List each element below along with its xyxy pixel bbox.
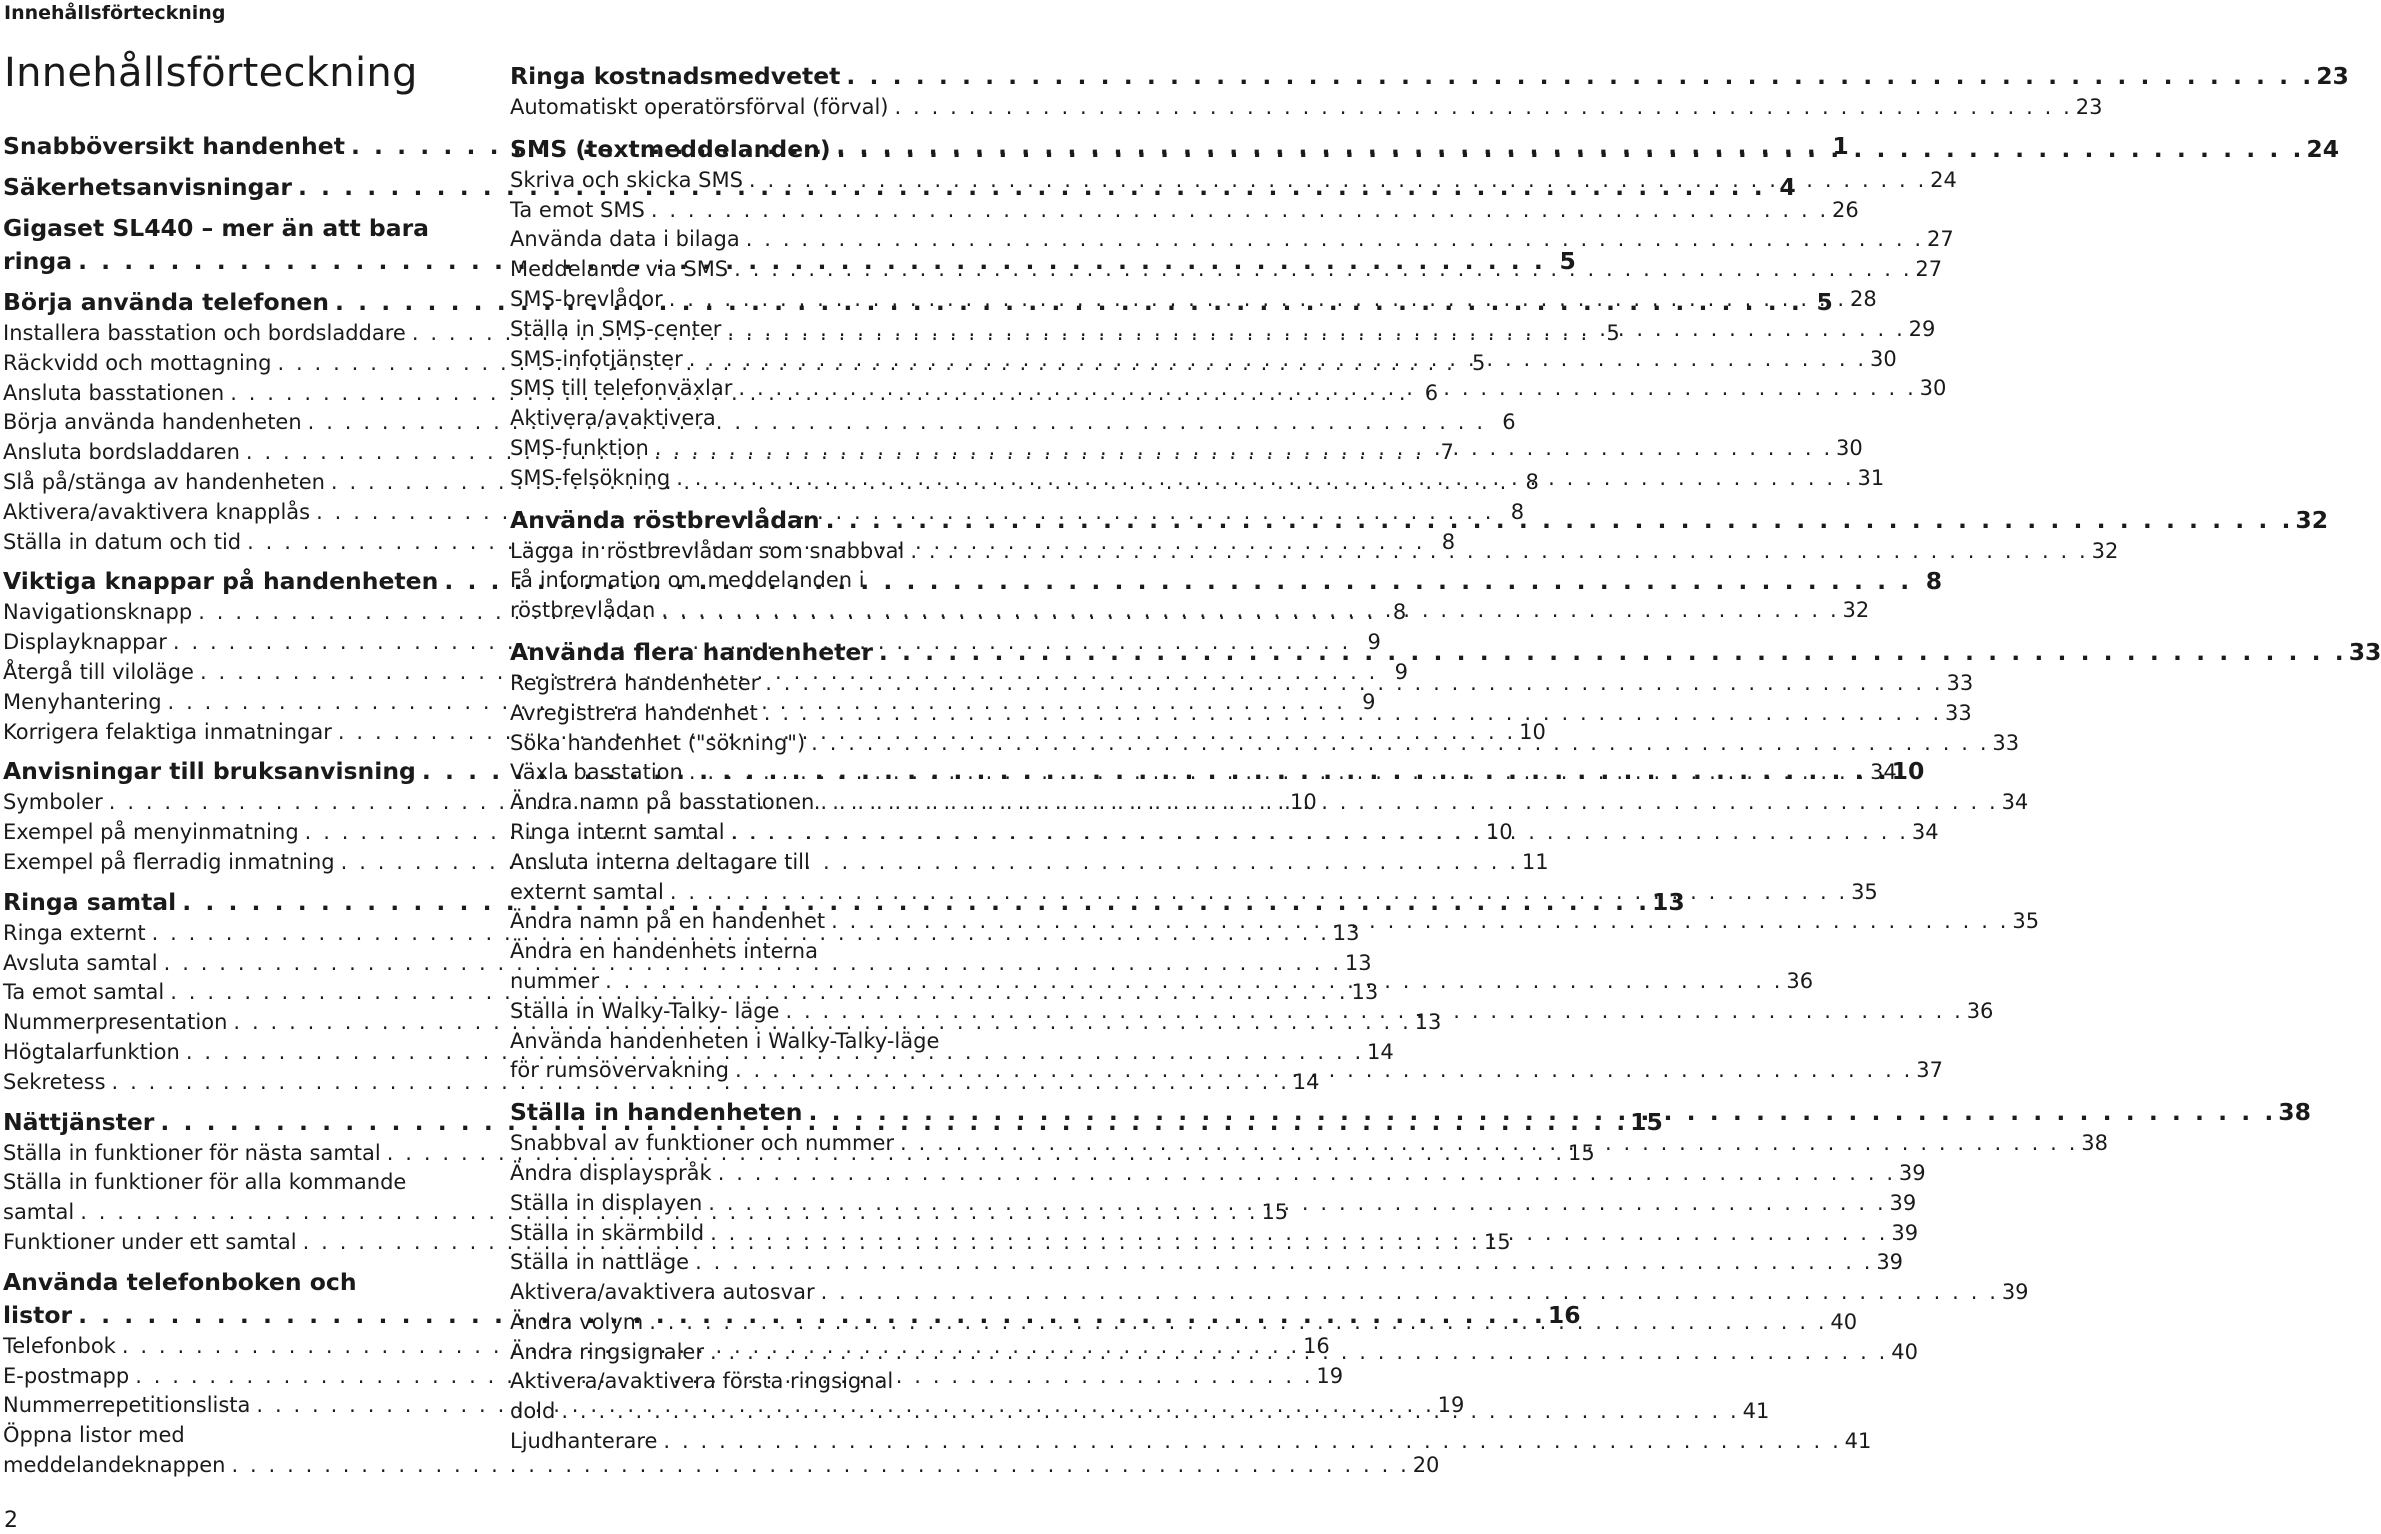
toc-entry-title: röstbrevlådan: [510, 598, 656, 623]
toc-entry-title: Skriva och skicka SMS: [510, 167, 743, 192]
toc-entry-title: Lägga in röstbrevlådan som snabbval: [510, 538, 905, 563]
toc-entry-title: Öppna listor med: [3, 1423, 185, 1448]
toc-page-number: 10: [1519, 719, 1546, 744]
toc-entry-title: Ringa internt samtal: [510, 819, 725, 844]
toc-page-number: 16: [1303, 1333, 1330, 1358]
toc-entry-title: Ändra en handenhets interna: [510, 939, 818, 964]
toc-page-number: 5: [1559, 247, 1576, 275]
toc-entry-line: [510, 504, 2329, 537]
toc-section-stalla-in-sms-center[interactable]: [510, 315, 1936, 345]
toc-entry-title: Funktioner under ett samtal: [3, 1229, 297, 1254]
toc-entry-title: Viktiga knappar på handenheten: [3, 567, 439, 596]
toc-page-number: 30: [1836, 435, 1863, 460]
toc-entry-line: [510, 166, 1957, 196]
dot-leader: [815, 1278, 2001, 1308]
dot-leader: [655, 596, 1841, 626]
toc-page-number: 7: [1440, 440, 1454, 465]
toc-entry-title: Ringa externt: [3, 920, 146, 945]
toc-entry-title: Ställa in nattläge: [510, 1250, 690, 1275]
toc-entry-title: Återgå till viloläge: [3, 659, 194, 684]
toc-entry-title: Använda handenheten i Walky-Talky-läge: [510, 1028, 940, 1053]
toc-entry-title: Telefonbok: [3, 1333, 116, 1358]
toc-section-skriva-och-skicka-sms[interactable]: [510, 166, 1957, 196]
toc-page-number: 8: [1525, 469, 1539, 494]
toc-page-number: 6: [1502, 410, 1516, 435]
dot-leader: [840, 60, 2316, 93]
dot-leader: [725, 818, 1911, 848]
toc-page-number: 9: [1394, 659, 1408, 684]
toc-entry-line: [510, 1159, 1926, 1189]
toc-page-number: 13: [1332, 920, 1360, 945]
toc-entry-title: SMS-brevlådor: [510, 286, 663, 311]
toc-section-sms-brevlador[interactable]: [510, 285, 1877, 315]
toc-entry-title: SMS-felsökning: [510, 465, 671, 490]
toc-chapter-anvanda-flera-handenheter[interactable]: [510, 636, 2381, 669]
toc-entry-title: Högtalarfunktion: [3, 1039, 180, 1064]
toc-entry-title: Använda data i bilaga: [510, 227, 740, 252]
toc-entry-title: Ändra ringsignaler: [510, 1339, 704, 1364]
toc-entry-title: Ställa in skärmbild: [510, 1220, 705, 1245]
toc-page-number: 15: [1567, 1140, 1595, 1165]
toc-entry-title: samtal: [3, 1200, 75, 1225]
dot-leader: [657, 1427, 1843, 1457]
toc-entry-line: [510, 434, 1863, 464]
toc-section-sms-infotjanster[interactable]: [510, 345, 1897, 375]
toc-page-number: 34: [1911, 819, 1939, 844]
toc-page-number: 9: [1362, 689, 1376, 714]
toc-entry-title: Avregistrera handenhet: [510, 700, 758, 725]
dot-leader: [599, 967, 1785, 997]
toc-page-number: 20: [1412, 1452, 1440, 1477]
toc-page-number: 16: [1547, 1300, 1581, 1329]
toc-entry-title: SMS-infotjänster: [510, 346, 683, 371]
toc-entry-line: [510, 60, 2349, 93]
toc-entry-title: Sekretess: [3, 1069, 106, 1094]
toc-page-number: 39: [1891, 1220, 1919, 1245]
toc-section-sms-felsokning[interactable]: [510, 464, 1885, 494]
toc-section-ljudhanterare[interactable]: [510, 1427, 1872, 1457]
toc-entry-line: [510, 596, 1870, 626]
toc-entry-line: [510, 255, 1943, 285]
toc-entry-line: [510, 1367, 957, 1397]
dot-leader: [825, 907, 2011, 937]
toc-entry-title: Anvisningar till bruksanvisning: [3, 757, 416, 786]
toc-entry-title: Exempel på menyinmatning: [3, 820, 299, 845]
toc-page-number: 13: [1652, 887, 1685, 916]
toc-entry-title: Registrera handenheter: [510, 670, 760, 695]
toc-page-number: 8: [1925, 567, 1943, 596]
toc-page-number: 9: [1367, 630, 1381, 655]
toc-entry-title: ringa: [3, 247, 73, 275]
dot-leader: [820, 504, 2296, 537]
toc-page-number: 15: [1483, 1229, 1511, 1254]
dot-leader: [689, 1248, 1875, 1278]
toc-entry-title: Ansluta bordsladdaren: [3, 440, 240, 465]
toc-entry-title: dold: [510, 1399, 556, 1424]
dot-leader: [555, 1397, 1741, 1427]
toc-page-number: 33: [1945, 700, 1972, 725]
dot-leader: [702, 1189, 1888, 1219]
toc-entry-title: Slå på/stänga av handenheten: [3, 469, 325, 494]
dot-leader: [704, 1219, 1890, 1249]
toc-page-number: 32: [1842, 598, 1870, 623]
toc-page-number: 24: [2306, 134, 2340, 163]
dot-leader: [779, 997, 1965, 1027]
dot-leader: [670, 464, 1856, 494]
toc-entry-title: Menyhantering: [3, 689, 162, 714]
toc-entry-line: [510, 464, 1885, 494]
dot-leader: [873, 636, 2349, 669]
toc-page-number: 35: [2012, 909, 2040, 934]
toc-page-number: 32: [2091, 538, 2119, 563]
toc-entry-line: [510, 285, 1877, 315]
toc-page-number: 4: [1779, 173, 1796, 201]
toc-entry-title: Använda flera handenheter: [510, 637, 873, 666]
toc-page-number: 39: [1889, 1190, 1917, 1215]
toc-entry-title: SMS-funktion: [510, 435, 649, 460]
toc-entry-line: [510, 196, 1859, 226]
toc-entry-line: [510, 1278, 2029, 1308]
toc-entry-title: Installera basstation och bordsladdare: [3, 321, 406, 345]
toc-entry-title: Meddelande via SMS: [510, 257, 729, 282]
dot-leader: [728, 255, 1914, 285]
toc-page-number: 24: [1930, 167, 1957, 192]
toc-entry-title: Säkerhetsanvisningar: [3, 173, 292, 201]
toc-page-number: 6: [1424, 380, 1439, 405]
toc-page-number: 27: [1915, 257, 1943, 282]
toc-entry-title: Nättjänster: [3, 1107, 155, 1136]
toc-page-number: 28: [1849, 286, 1877, 311]
toc-entry-line: [510, 1427, 1872, 1457]
dot-leader: [803, 1096, 2279, 1129]
dot-leader: [805, 729, 1991, 759]
toc-section-lagga-in-rostbrevladan-som-snabbval[interactable]: [510, 537, 2119, 567]
toc-page-number: 37: [1916, 1058, 1943, 1083]
toc-entry-title: Ta emot SMS: [510, 197, 645, 222]
toc-page-number: 40: [1891, 1339, 1918, 1364]
toc-entry-line: [510, 345, 1897, 375]
toc-entry-title: Ställa in funktioner för nästa samtal: [3, 1140, 381, 1165]
toc-entry-title: för rumsövervakning: [510, 1058, 729, 1083]
toc-entry-title: SMS (textmeddelanden): [510, 134, 831, 163]
toc-entry-title: Snabböversikt handenhet: [3, 132, 345, 160]
toc-section-automatiskt-operatorsforval-forval[interactable]: [510, 93, 2103, 123]
toc-entry-line: [510, 636, 2381, 669]
toc-entry-title: Ändra displayspråk: [510, 1160, 712, 1185]
toc-entry-title: externt samtal: [510, 879, 664, 904]
toc-page-number: 13: [1344, 950, 1372, 975]
dot-leader: [721, 315, 1907, 345]
toc-page-number: 41: [1844, 1429, 1872, 1454]
toc-page-number: 13: [1414, 1010, 1442, 1035]
toc-entry-title: Displayknappar: [3, 630, 167, 655]
toc-entry-line: [510, 1027, 957, 1057]
toc-entry-title: Ringa samtal: [3, 887, 177, 916]
dot-leader: [831, 133, 2307, 166]
toc-entry-title: Använda röstbrevlådan: [510, 505, 820, 534]
toc-entry-title: Ansluta basstationen: [3, 380, 225, 405]
toc-entry-line: [510, 566, 957, 596]
toc-entry-title: Ändra namn på en handenhet: [510, 909, 826, 934]
toc-entry-line: [510, 758, 1897, 788]
toc-entry-line: [3, 1421, 450, 1451]
toc-section-meddelande-via-sms[interactable]: [510, 255, 1943, 285]
dot-leader: [732, 374, 1918, 404]
toc-page-number: 36: [1786, 968, 1814, 993]
dot-leader: [683, 758, 1869, 788]
toc-page-number: 33: [1992, 730, 2020, 755]
dot-leader: [904, 537, 2090, 567]
toc-entry-line: [510, 404, 957, 434]
page-number: 2: [4, 1508, 18, 1533]
toc-entry-title: nummer: [510, 968, 600, 993]
toc-entry-title: Söka handenhet ("sökning"): [510, 730, 806, 755]
toc-page-number: 39: [1876, 1250, 1904, 1275]
toc-section-anvanda-data-i-bilaga[interactable]: [510, 225, 1954, 255]
toc-entry-title: Aktivera/avaktivera: [510, 406, 716, 431]
toc-section-aktivera-avaktivera-sms-funktion[interactable]: [510, 404, 1863, 464]
toc-page-number: 41: [1742, 1399, 1770, 1424]
toc-page-number: 10: [1485, 820, 1513, 845]
toc-entry-title: Snabbval av funktioner och nummer: [510, 1131, 895, 1156]
toc-entry-title: Växla basstation: [510, 760, 683, 785]
dot-leader: [894, 1129, 2080, 1159]
toc-page-number: 8: [1441, 529, 1456, 554]
toc-entry-title: Använda telefonboken och: [3, 1267, 357, 1296]
toc-section-avregistrera-handenhet[interactable]: [510, 699, 1972, 729]
toc-entry-line: [3, 1266, 450, 1299]
toc-entry-line: [3, 1451, 1440, 1481]
toc-section-registrera-handenheter[interactable]: [510, 669, 1974, 699]
toc-page-number: 39: [2001, 1280, 2029, 1305]
toc-entry-line: [510, 848, 957, 878]
toc-entry-title: Få information om meddelanden i: [510, 568, 865, 593]
toc-entry-title: Korrigera felaktiga inmatningar: [3, 719, 332, 744]
dot-leader: [649, 434, 1835, 464]
toc-page-number: 31: [1857, 465, 1885, 490]
toc-entry-title: SMS till telefonväxlar: [510, 376, 733, 401]
toc-page-number: 38: [2278, 1098, 2311, 1127]
toc-entry-title: Ändra volym: [510, 1309, 644, 1334]
toc-page-number: 30: [1919, 376, 1947, 401]
toc-page-number: 35: [1851, 879, 1878, 904]
toc-entry-title: listor: [3, 1300, 73, 1329]
dot-leader: [740, 225, 1926, 255]
toc-entry-line: [510, 1248, 1904, 1278]
toc-entry-title: E-postmapp: [3, 1363, 130, 1388]
toc-entry-title: Ställa in Walky-Talky- läge: [510, 998, 780, 1023]
toc-page-number: 10: [1891, 757, 1925, 786]
toc-section-stalla-in-nattlage[interactable]: [510, 1248, 1904, 1278]
toc-entry-line: [510, 315, 1936, 345]
toc-entry-title: Aktivera/avaktivera autosvar: [510, 1280, 815, 1305]
dot-leader: [663, 285, 1849, 315]
toc-entry-title: Navigationsknapp: [3, 600, 193, 625]
toc-page-number: 32: [2295, 505, 2329, 534]
toc-page-number: 36: [1966, 998, 1994, 1023]
toc-page-number: 39: [1898, 1160, 1926, 1185]
toc-section-ta-emot-sms[interactable]: [510, 196, 1859, 226]
toc-entry-title: Automatiskt operatörsförval (förval): [510, 95, 889, 119]
toc-entry-title: Ställa in handenheten: [510, 1098, 803, 1127]
toc-chapter-sms-textmeddelanden[interactable]: [510, 133, 2340, 166]
toc-page-number: 15: [1630, 1107, 1663, 1136]
dot-leader: [683, 345, 1869, 375]
dot-leader: [743, 166, 1929, 196]
toc-entry-title: Nummerrepetitionslista: [3, 1393, 251, 1418]
toc-page-number: 1: [1832, 132, 1849, 160]
toc-page-number: 14: [1367, 1039, 1394, 1064]
toc-entry-title: Avsluta samtal: [3, 950, 158, 975]
toc-page-number: 30: [1869, 346, 1897, 371]
toc-entry-line: [3, 1168, 450, 1198]
toc-entry-title: Ljudhanterare: [510, 1429, 658, 1454]
toc-page-number: 27: [1926, 227, 1954, 252]
toc-entry-line: [510, 374, 1947, 404]
toc-page-number: 33: [2348, 637, 2381, 666]
toc-page-number: 23: [2316, 62, 2349, 90]
toc-entry-title: Exempel på flerradig inmatning: [3, 849, 335, 874]
toc-entry-title: Ställa in displayen: [510, 1190, 703, 1215]
toc-page-number: 29: [1908, 316, 1936, 341]
toc-page-number: 11: [1521, 849, 1549, 874]
toc-page-number: 5: [1816, 288, 1833, 316]
toc-page-number: 40: [1830, 1309, 1858, 1334]
toc-chapter-ringa-kostnadsmedvetet[interactable]: [510, 60, 2349, 93]
toc-page-number: 19: [1316, 1363, 1344, 1388]
toc-entry-line: [510, 225, 1954, 255]
toc-entry-title: Räckvidd och mottagning: [3, 350, 272, 375]
toc-entry-title: Ställa in datum och tid: [3, 529, 242, 554]
toc-entry-title: Aktivera/avaktivera första ringsignal: [510, 1369, 894, 1394]
toc-entry-line: [3, 212, 450, 245]
toc-entry-title: Ansluta interna deltagare till: [510, 849, 810, 874]
toc-page-number: 8: [1510, 499, 1525, 524]
toc-chapter-anvanda-rostbrevladan[interactable]: [510, 504, 2329, 537]
toc-entry-title: Börja använda telefonen: [3, 288, 330, 316]
toc-page-number: 13: [1351, 980, 1379, 1005]
dot-leader: [729, 1056, 1915, 1086]
toc-entry-line: [510, 699, 1972, 729]
toc-page-number: 19: [1437, 1393, 1465, 1418]
toc-entry-title: Ta emot samtal: [3, 980, 165, 1005]
toc-entry-title: Symboler: [3, 790, 103, 815]
toc-page-number: 14: [1292, 1069, 1320, 1094]
toc-page-number: 23: [2075, 95, 2103, 119]
toc-page-number: 15: [1261, 1200, 1289, 1225]
dot-leader: [643, 1308, 1829, 1338]
toc-page-number: 5: [1606, 321, 1620, 345]
toc-section-andra-displaysprak[interactable]: [510, 1159, 1926, 1189]
dot-leader: [758, 699, 1944, 729]
toc-section-fa-information-om-meddelanden-i-rostbrevladan[interactable]: [510, 566, 1870, 626]
dot-leader: [712, 1159, 1898, 1189]
toc-section-sms-till-telefonvaxlar[interactable]: [510, 374, 1947, 404]
toc-entry-title: Ställa in funktioner för alla kommande: [3, 1170, 407, 1195]
toc-page-number: 5: [1472, 350, 1486, 375]
toc-page-number: 26: [1832, 197, 1859, 222]
toc-entry-line: [510, 669, 1974, 699]
page-title: Innehållsförteckning: [4, 50, 418, 96]
dot-leader: [664, 878, 1850, 908]
toc-page-number: 34: [1870, 760, 1897, 785]
toc-entry-title: Ändra namn på basstationen: [510, 790, 815, 815]
toc-entry-line: [510, 93, 2103, 123]
toc-entry-line: [510, 937, 957, 967]
toc-page-number: 38: [2081, 1131, 2109, 1156]
toc-page-number: 34: [2001, 790, 2029, 815]
dot-leader: [759, 669, 1945, 699]
toc-entry-title: Ställa in SMS-center: [510, 316, 722, 341]
toc-entry-title: Börja använda handenheten: [3, 410, 302, 435]
toc-entry-line: [510, 537, 2119, 567]
toc-entry-line: [510, 133, 2340, 166]
toc-page-number: 10: [1290, 790, 1317, 815]
toc-entry-title: Aktivera/avaktivera knapplås: [3, 499, 311, 524]
toc-entry-title: meddelandeknappen: [3, 1452, 226, 1477]
toc-page-number: 8: [1392, 600, 1407, 625]
dot-leader: [704, 1338, 1890, 1368]
running-header: Innehållsförteckning: [4, 2, 226, 24]
dot-leader: [645, 196, 1831, 226]
toc-page-number: 33: [1946, 670, 1974, 695]
dot-leader: [889, 93, 2075, 123]
dot-leader: [814, 788, 2000, 818]
toc-section-vaxla-basstation[interactable]: [510, 758, 1897, 788]
toc-entry-title: Gigaset SL440 – mer än att bara: [3, 214, 430, 242]
toc-entry-title: Ringa kostnadsmedvetet: [510, 62, 841, 90]
toc-section-aktivera-avaktivera-autosvar[interactable]: [510, 1278, 2029, 1308]
toc-entry-title: Nummerpresentation: [3, 1010, 228, 1035]
